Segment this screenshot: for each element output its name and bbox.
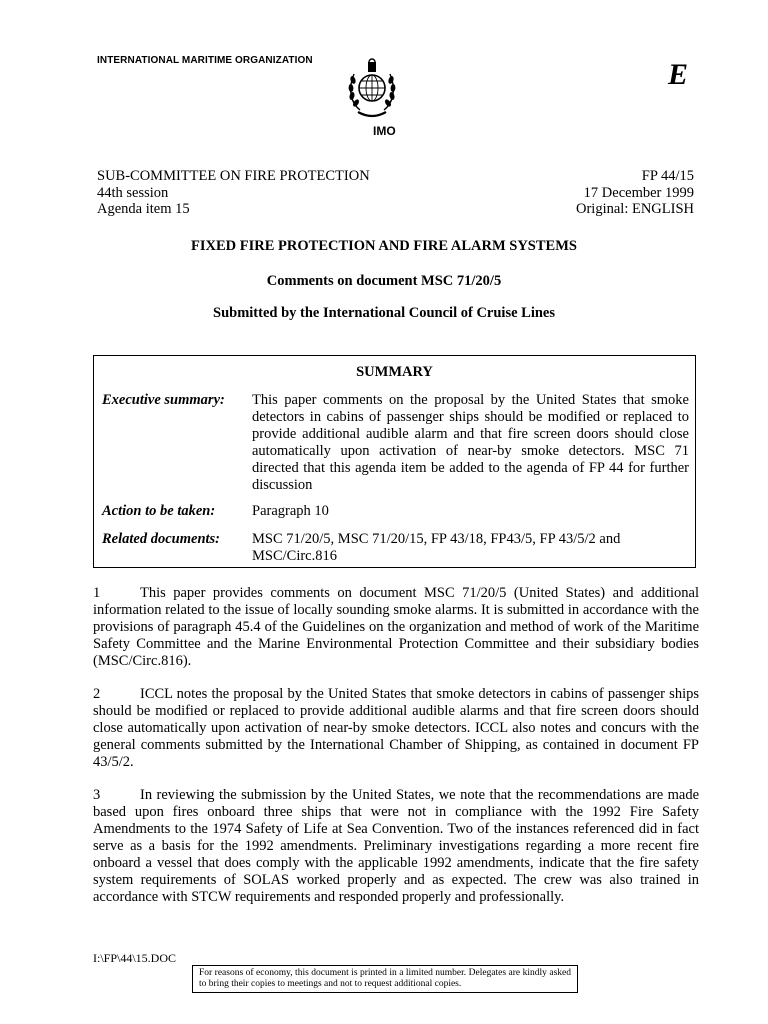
imo-emblem-icon (346, 58, 398, 122)
action-label: Action to be taken: (102, 503, 216, 519)
paragraph-text: This paper provides comments on document MSC 71/20/5 (United States) and additional information related to the issue of locally sounding smoke alarms. It is submitted in accordance with the provisions of paragraph 45.4 of the Guidelines on the organization and method of work of the Maritime Safety Committee and the Marine Environmental Protection Committee and their subsidiary bodies (MSC/Circ.816). (93, 585, 699, 669)
related-docs-label: Related documents: (102, 531, 221, 547)
paragraph-number: 2 (93, 686, 101, 702)
executive-summary-text: This paper comments on the proposal by the United States that smoke detectors in cabins of passenger ships should be modified or replaced to provide additional audible alarm and that fire screen doors should close automatically upon activation of near-by smoke detectors. MSC 71 directed that this agenda item be added to the agenda of FP 44 for further discussion (252, 392, 689, 493)
paragraph-text: In reviewing the submission by the United States, we note that the recommendations are made based upon fires onboard three ships that were not in compliance with the 1992 Fire Safety Amendments to the 1974 Safety of Life at Sea Convention. Two of the instances referenced did in fact serve as a basis for the 1992 amendments. Preliminary investigations regarding a more recent fire onboard a vessel that does comply with the applicable 1992 amendments, indicate that the fire safety system requirements of SOLAS worked properly and as expected. The crew was also trained in accordance with STCW requirements and responded properly and professionally. (93, 787, 699, 905)
committee-name: SUB-COMMITTEE ON FIRE PROTECTION (97, 168, 370, 184)
meta-left (97, 168, 370, 218)
organization-name: INTERNATIONAL MARITIME ORGANIZATION (97, 55, 313, 66)
summary-box (93, 355, 696, 568)
imo-logo-text: IMO (373, 124, 396, 138)
summary-heading: SUMMARY (356, 364, 433, 380)
paragraph-number: 1 (93, 585, 101, 601)
original-language: Original: ENGLISH (576, 201, 694, 217)
language-code: E (668, 58, 689, 91)
agenda-item: Agenda item 15 (97, 201, 190, 217)
doc-date: 17 December 1999 (583, 184, 694, 201)
paragraph-3 (93, 787, 699, 906)
paragraph-text: ICCL notes the proposal by the United States that smoke detectors in cabins of passenger ships should be modified or replaced to provide additional audible alarms and that fire screen doors should close automatically upon activation of near-by smoke detectors. ICCL also notes and concurs with the general comments submitted by the International Chamber of Shipping, as contained in document FP 43/5/2. (93, 686, 699, 770)
related-docs-text: MSC 71/20/5, MSC 71/20/15, FP 43/18, FP43/5, FP 43/5/2 and MSC/Circ.816 (252, 531, 621, 564)
action-text: Paragraph 10 (252, 503, 329, 519)
paragraph-number: 3 (93, 787, 101, 803)
paragraph-1 (93, 585, 699, 670)
paragraph-2 (93, 686, 699, 771)
session: 44th session (97, 184, 169, 201)
main-title: FIXED FIRE PROTECTION AND FIRE ALARM SYSTEMS (191, 238, 577, 254)
doc-number: FP 44/15 (641, 168, 694, 184)
file-path: I:\FP\44\15.DOC (93, 951, 177, 965)
economy-notice: For reasons of economy, this document is printed in a limited number. Delegates are kindly asked to bring their copies to meetings and not to request additional copies. (192, 965, 578, 993)
meta-right (576, 168, 694, 218)
submitted-by: Submitted by the International Council of Cruise Lines (213, 305, 555, 321)
executive-summary-label: Executive summary: (102, 392, 225, 408)
subtitle: Comments on document MSC 71/20/5 (266, 273, 502, 289)
